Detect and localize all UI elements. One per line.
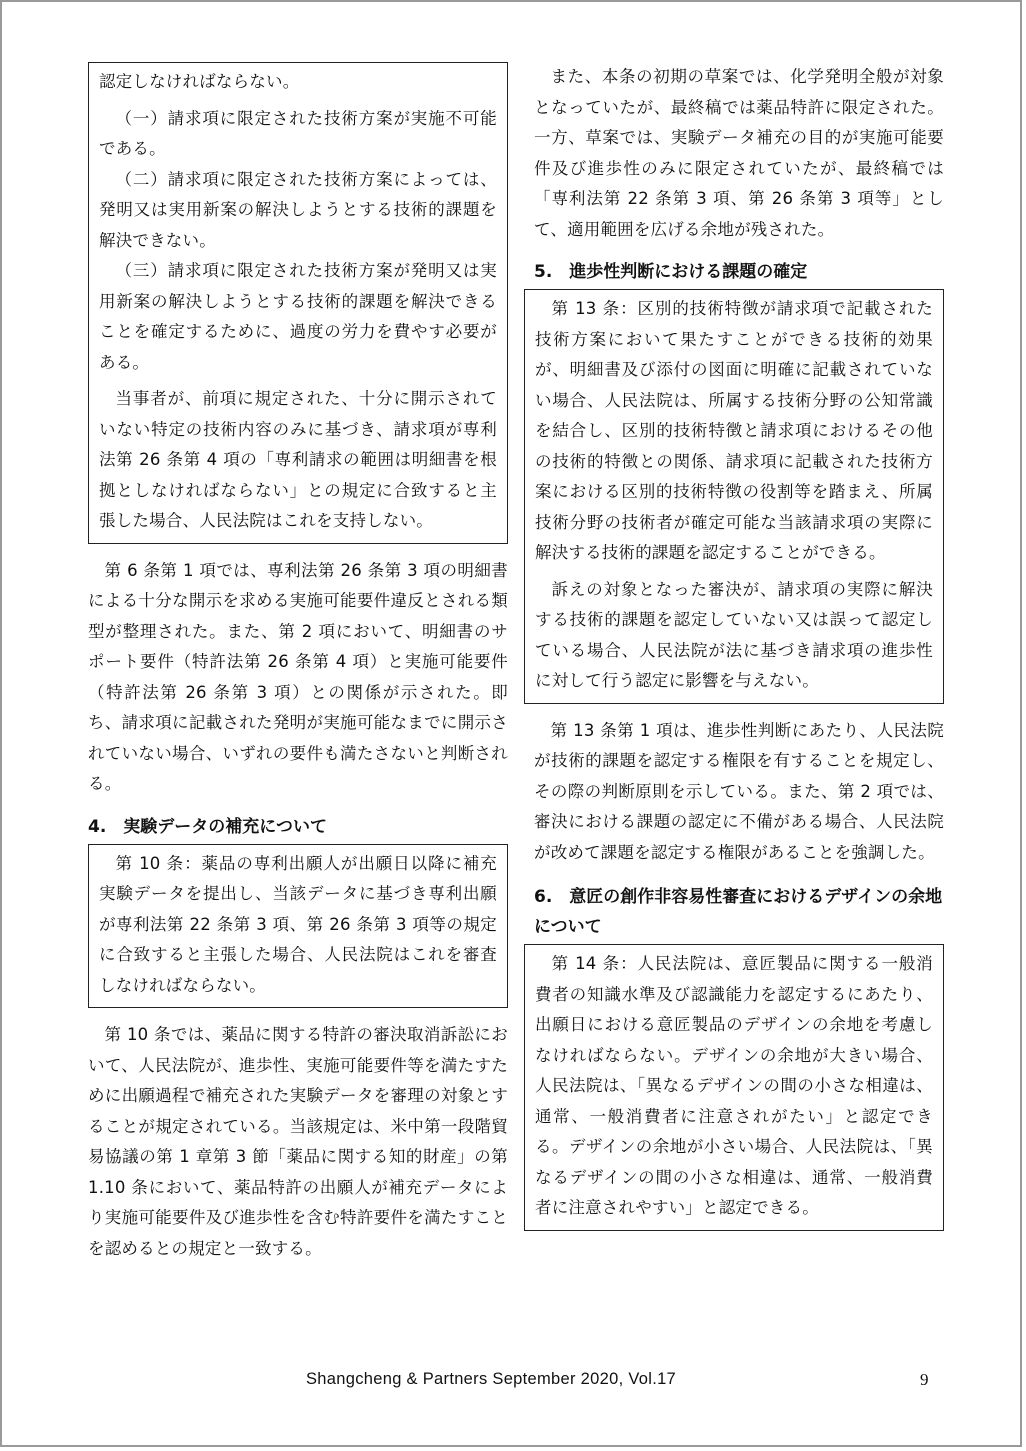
quote-paragraph: 第 10 条：薬品の専利出願人が出願日以降に補充実験データを提出し、当該データに基づき専利出願が専利法第 22 条第 3 項、第 26 条第 3 項等の規定に合致すると主張した場合、人民法院はこれを審査しなければならない。 (99, 853, 497, 995)
section-heading-6: 6. 意匠の創作非容易性審査におけるデザインの余地について (534, 887, 943, 937)
publication-info: Shangcheng & Partners September 2020, Vol.17 (306, 1370, 677, 1388)
article-14-quote-box (524, 944, 944, 1231)
article-13-quote-box (524, 289, 944, 704)
quote-paragraph: 第 14 条：人民法院は、意匠製品に関する一般消費者の知識水準及び認識能力を認定するにあたり、出願日における意匠製品のデザインの余地を考慮しなければならない。デザインの余地が大きい場合、人民法院は、「異なるデザインの間の小さな相違は、通常、一般消費者に注意されがたい」と認定できる。デザインの余地が小さい場合、人民法院は、「異なるデザインの間の小さな相違は、通常、一般消費者に注意されやすい」と認定できる。 (535, 954, 933, 1217)
quote-paragraph: 当事者が、前項に規定された、十分に開示されていない特定の技術内容のみに基づき、請求項が専利法第 26 条第 4 項の「専利請求の範囲は明細書を根拠としなければならない」との規定に合致すると主張した場合、人民法院はこれを支持しない。 (99, 389, 497, 530)
body-paragraph: また、本条の初期の草案では、化学発明全般が対象となっていたが、最終稿では薬品特許に限定された。一方、草案では、実験データ補充の目的が実施可能要件及び進歩性のみに限定されていたが、最終稿では「専利法第 22 条第 3 項、第 26 条第 3 項等」として、適用範囲を広げる余地が残された。 (534, 67, 944, 239)
article-10-quote-box (88, 844, 508, 1009)
body-paragraph: 第 13 条第 1 項は、進歩性判断にあたり、人民法院が技術的課題を認定する権限を有することを規定し、その際の判断原則を示している。また、第 2 項では、審決における課題の認定に不備がある場合、人民法院が改めて課題を認定する権限があることを強調した。 (534, 720, 944, 862)
quote-line: 認定しなければならない。 (99, 72, 300, 91)
quote-paragraph: 第 13 条：区別的技術特徴が請求項で記載された技術方案において果たすことができる技術的効果が、明細書及び添付の図面に明確に記載されていない場合、人民法院は、所属する技術分野の公知常識を結合し、区別的技術特徴と請求項におけるその他の技術的特徴との関係、請求項に記載された技術方案における区別的技術特徴の役割等を踏まえ、所属技術分野の技術者が確定可能な当該請求項の実際に解決する技術的課題を認定することができる。 (535, 299, 933, 562)
quote-item-2: （二）請求項に限定された技術方案によっては、発明又は実用新案の解決しようとする技術的課題を解決できない。 (99, 169, 497, 250)
quote-item-1: （一）請求項に限定された技術方案が実施不可能である。 (99, 108, 497, 158)
quote-item-3: （三）請求項に限定された技術方案が発明又は実用新案の解決しようとする技術的課題を解決できることを確定するために、過度の労力を費やす必要がある。 (99, 261, 497, 372)
body-paragraph: 第 10 条では、薬品に関する特許の審決取消訴訟において、人民法院が、進歩性、実施可能要件等を満たすために出願過程で補充された実験データを審理の対象とすることが規定されている。当該規定は、米中第一段階貿易協議の第 1 章第 3 節「薬品に関する知的財産」の第 1.10 条において、薬品特許の出願人が補充データにより実施可能要件及び進歩性を含む特許要件を満たすことを認めるとの規定と一致する。 (88, 1025, 508, 1258)
section-heading-5: 5. 進歩性判断における課題の確定 (534, 262, 808, 282)
body-paragraph: 第 6 条第 1 項では、専利法第 26 条第 3 項の明細書による十分な開示を求める実施可能要件違反とされる類型が整理された。また、第 2 項において、明細書のサポート要件（特許法第 26 条第 4 項）と実施可能要件（特許法第 26 条第 3 項）との関係が示された。即ち、請求項に記載された発明が実施可能なまでに開示されていない場合、いずれの要件も満たさないと判断される。 (88, 560, 508, 793)
right-column (524, 62, 944, 1231)
section-heading-4: 4. 実験データの補充について (88, 816, 327, 837)
left-column (88, 62, 508, 1264)
quote-paragraph: 訴えの対象となった審決が、請求項の実際に解決する技術的課題を認定していない又は誤って認定している場合、人民法院が法に基づき請求項の進歩性に対して行う認定に影響を与えない。 (535, 579, 933, 690)
page-number: 9 (920, 1370, 929, 1389)
article-7-quote-box (88, 62, 508, 544)
